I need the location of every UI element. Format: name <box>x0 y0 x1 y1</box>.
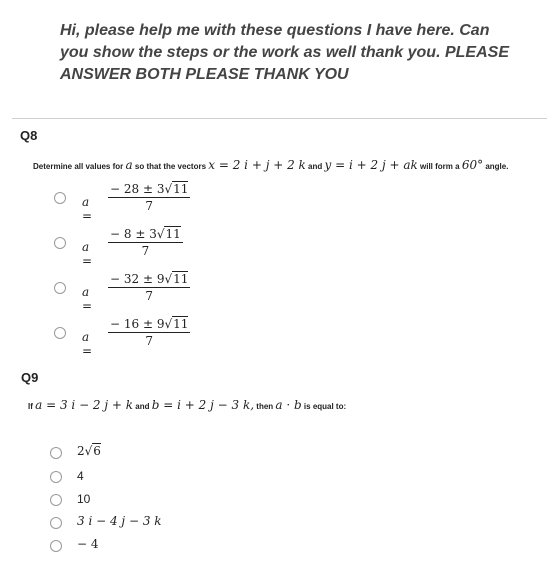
section-divider <box>12 118 547 119</box>
option-numerator: − 16 ± 9√11 <box>110 317 189 331</box>
q8-text-part: angle. <box>485 162 509 171</box>
q8-option-3-radio[interactable] <box>54 282 66 294</box>
q8-text-part: so that the vectors <box>134 162 207 171</box>
option-numerator: − 32 ± 9√11 <box>110 272 189 286</box>
option-denominator: 7 <box>145 289 154 303</box>
option-fraction <box>108 272 190 303</box>
q9-option-3-radio[interactable] <box>50 494 62 506</box>
option-numerator: − 28 ± 3√11 <box>110 182 189 196</box>
radicand: 6 <box>93 444 101 458</box>
q8-angle: 60° <box>461 158 484 172</box>
q8-vector-y: y = i + 2 j + ak <box>324 158 418 172</box>
q9-option-2-radio[interactable] <box>50 471 62 483</box>
option-fraction <box>108 317 190 348</box>
q8-option-4-radio[interactable] <box>54 327 66 339</box>
q9-option-5[interactable]: − 4 <box>77 537 99 551</box>
q9-label: Q9 <box>21 370 39 385</box>
radicand: 11 <box>173 272 189 286</box>
q9-text-part: If <box>28 402 33 411</box>
q9-vector-a: a = 3 i − 2 j + k <box>35 398 134 412</box>
q8-question-text <box>33 158 508 172</box>
option-lhs: a = <box>82 330 93 358</box>
q9-option-3[interactable]: 10 <box>77 492 91 506</box>
sqrt-symbol: √ <box>164 182 173 196</box>
option-numerator: − 8 ± 3√11 <box>110 227 181 241</box>
q9-option-1-radio[interactable] <box>50 447 62 459</box>
radicand: 11 <box>173 317 189 331</box>
q9-text-part: then <box>256 402 274 411</box>
option-denominator: 7 <box>145 199 154 213</box>
sqrt-symbol: √ <box>164 317 173 331</box>
option-fraction <box>108 182 190 213</box>
q9-vector-b: b = i + 2 j − 3 k, <box>151 398 255 412</box>
sqrt-symbol: √ <box>84 444 93 458</box>
sqrt-symbol: √ <box>164 272 173 286</box>
q8-text-part: Determine all values for <box>33 162 124 171</box>
q9-dot-product: a · b <box>275 398 302 412</box>
option-lhs: a = <box>82 240 93 268</box>
q9-option-4[interactable]: 3 i − 4 j − 3 k <box>77 514 162 528</box>
q9-option-4-radio[interactable] <box>50 517 62 529</box>
sqrt-symbol: √ <box>156 227 165 241</box>
radicand: 11 <box>165 227 181 241</box>
option-lhs: a = <box>82 285 93 313</box>
q9-option-5-radio[interactable] <box>50 540 62 552</box>
q8-option-2-radio[interactable] <box>54 237 66 249</box>
intro-line-3: ANSWER BOTH PLEASE THANK YOU <box>60 66 349 83</box>
q8-text-part: will form a <box>420 162 460 171</box>
q8-var-a: a <box>125 158 133 172</box>
option-lhs: a = <box>82 195 93 223</box>
option-fraction <box>108 227 183 258</box>
q8-vector-x: x = 2 i + j + 2 k <box>208 158 306 172</box>
intro-line-1: Hi, please help me with these questions I have here. Can <box>60 22 490 39</box>
option-denominator: 7 <box>145 334 154 348</box>
question-intro <box>60 20 550 86</box>
q8-label: Q8 <box>20 128 38 143</box>
option-denominator: 7 <box>141 244 150 258</box>
q9-option-1[interactable]: 2√6 <box>77 444 101 458</box>
q8-option-1-radio[interactable] <box>54 192 66 204</box>
q9-option-2[interactable]: 4 <box>77 469 84 483</box>
intro-line-2: you show the steps or the work as well thank you. PLEASE <box>60 44 509 61</box>
q9-text-part: is equal to: <box>303 402 347 411</box>
radicand: 11 <box>173 182 189 196</box>
q9-question-text <box>28 398 346 412</box>
q8-text-part: and <box>308 162 323 171</box>
q9-text-part: and <box>135 402 150 411</box>
